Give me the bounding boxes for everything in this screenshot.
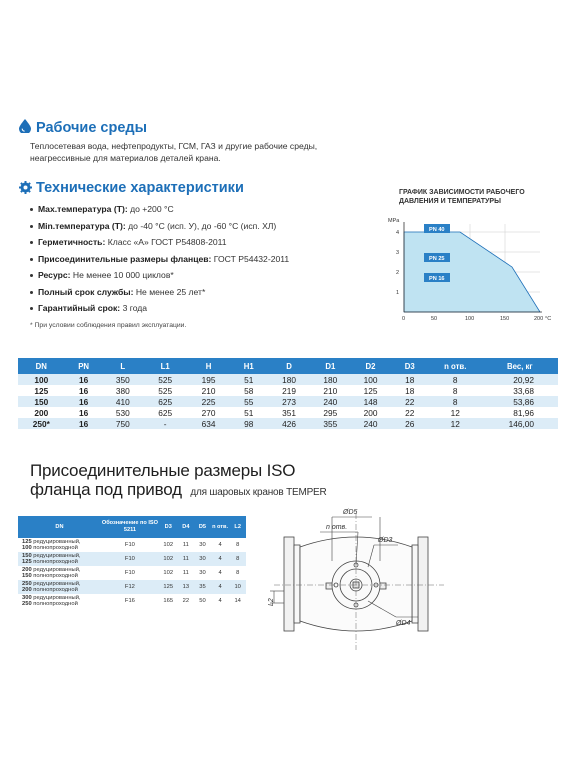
x-tick-0: 0: [402, 316, 406, 322]
y-tick-3: 3: [396, 250, 400, 256]
col-n-holes: n отв.: [429, 358, 482, 374]
iso-cell-d3: 165: [163, 598, 174, 604]
table-cell: 81,96: [513, 407, 534, 418]
table-cell: 16: [79, 407, 89, 418]
iso-cell-d4: 11: [182, 542, 189, 548]
iso-cell-iso: F10: [101, 552, 159, 566]
table-cell: 16: [79, 385, 89, 396]
table-cell: 195: [187, 374, 229, 385]
table-cell: 240: [350, 418, 390, 429]
iso-cell-d5: 30: [199, 570, 206, 576]
iso-cell-d3: 102: [163, 570, 174, 576]
table-cell: 355: [310, 418, 350, 429]
iso-cell-d4: 22: [182, 598, 190, 604]
table-cell: 219: [282, 385, 296, 396]
iso-col-d5: D5: [194, 516, 211, 538]
table-cell: 16: [65, 374, 103, 385]
dim-label-l2: L2: [268, 598, 275, 606]
dim-label-d3: ØD3: [378, 537, 393, 544]
table-cell: 634: [187, 418, 229, 429]
specs-title: Технические характеристики: [36, 180, 244, 196]
pn25-label: PN 25: [429, 256, 445, 262]
iso-cell-d5: 30: [194, 552, 211, 566]
table-cell: 18: [405, 385, 415, 396]
table-cell: 100: [18, 374, 65, 385]
spec-item-warranty: Гарантийный срок: 3 года: [30, 303, 147, 313]
dim-label-d4: ØD4: [396, 620, 411, 627]
col-d: D: [268, 358, 310, 374]
pn16-label: PN 16: [429, 276, 445, 282]
col-dn: DN: [18, 358, 65, 374]
gear-icon: [19, 181, 32, 194]
iso-cell-d4: 11: [178, 552, 195, 566]
col-l1: L1: [143, 358, 187, 374]
spec-item-service-life: Полный срок службы: Не менее 25 лет*: [30, 287, 205, 297]
table-cell: 125: [34, 385, 49, 396]
specs-footnote: * При условии соблюдения правил эксплуатации.: [30, 322, 187, 329]
col-d1: D1: [310, 358, 350, 374]
iso-cell-iso: F12: [101, 580, 159, 594]
table-cell: 295: [323, 407, 338, 418]
graph-title-line-2: ДАВЛЕНИЯ И ТЕМПЕРАТУРЫ: [399, 198, 501, 205]
iso-table: [18, 516, 246, 608]
iso-col-n: n отв.: [211, 516, 230, 538]
x-unit: °C: [545, 316, 552, 322]
iso-title-line-1: Присоединительные размеры ISO: [30, 461, 296, 480]
dimensions-table-header: [18, 358, 558, 374]
table-cell: 8: [429, 396, 482, 407]
y-tick-2: 2: [396, 270, 400, 276]
y-tick-4: 4: [396, 230, 400, 236]
media-text-line-1: Теплосетевая вода, нефтепродукты, ГСМ, ГАЗ и другие рабочие среды,: [30, 141, 318, 151]
x-tick-100: 100: [465, 316, 475, 322]
iso-cell-d5: 30: [199, 542, 206, 548]
table-cell: 55: [230, 396, 268, 407]
table-row: [18, 407, 558, 418]
table-cell: 51: [244, 407, 254, 418]
table-cell: 273: [268, 396, 310, 407]
iso-cell-n: 4: [211, 580, 230, 594]
table-cell: 240: [310, 396, 350, 407]
table-cell: 530: [115, 407, 130, 418]
table-cell: 33,68: [513, 385, 534, 396]
x-tick-150: 150: [500, 316, 510, 322]
iso-col-d3: D3: [159, 516, 178, 538]
pn40-label: PN 40: [429, 227, 445, 233]
iso-cell-d3: 125: [159, 580, 178, 594]
iso-cell-l2: 14: [234, 598, 241, 604]
table-cell: 426: [268, 418, 310, 429]
media-title: Рабочие среды: [36, 120, 147, 136]
iso-cell-d4: 11: [182, 570, 189, 576]
table-cell: 250*: [18, 418, 65, 429]
spec-item-max-temp: Max.температура (Т): до +200 °С: [30, 204, 174, 214]
table-cell: 12: [429, 418, 482, 429]
table-row: [18, 374, 558, 385]
iso-dn-cell: 200 редуцированный, 150 полнопроходной: [22, 566, 81, 579]
iso-cell-l2: 8: [236, 542, 240, 548]
iso-cell-n: 4: [218, 570, 222, 576]
table-cell: 16: [65, 396, 103, 407]
iso-col-dn: DN: [18, 516, 101, 538]
iso-cell-l2: 10: [229, 580, 246, 594]
water-drop-icon: [19, 119, 31, 133]
iso-title-line-2-text: фланца под привод: [30, 480, 182, 499]
iso-subtitle: для шаровых кранов TEMPER: [190, 487, 327, 498]
dim-label-n-holes: n отв.: [326, 524, 348, 531]
table-cell: 8: [452, 385, 458, 396]
table-cell: 146,00: [482, 418, 558, 429]
table-cell: 625: [158, 407, 173, 418]
x-tick-200: 200: [534, 316, 544, 322]
iso-dn-cell: 125 редуцированный, 100 полнопроходной: [22, 538, 81, 551]
iso-title-line-2: [30, 480, 327, 500]
table-cell: 525: [158, 385, 173, 396]
iso-cell-d5: 35: [194, 580, 211, 594]
iso-table-row: [18, 566, 246, 580]
iso-cell-n: 4: [218, 542, 222, 548]
table-cell: 8: [429, 374, 482, 385]
table-row: [18, 418, 558, 429]
col-h: H: [187, 358, 229, 374]
iso-heading: [30, 461, 327, 500]
iso-table-row: [18, 580, 246, 594]
iso-table-row: [18, 552, 246, 566]
col-d2: D2: [350, 358, 390, 374]
table-cell: 16: [65, 418, 103, 429]
table-row: [18, 396, 558, 407]
dimensions-table: [18, 358, 558, 429]
table-cell: 125: [363, 385, 378, 396]
table-cell: 53,86: [482, 396, 558, 407]
media-text-line-2: неагрессивные для материалов деталей крана.: [30, 153, 221, 163]
iso-cell-iso: F10: [124, 542, 135, 548]
col-weight: Вес, кг: [482, 358, 558, 374]
iso-col-l2: L2: [229, 516, 246, 538]
col-pn: PN: [65, 358, 103, 374]
table-cell: 20,92: [482, 374, 558, 385]
iso-cell-iso: F16: [124, 598, 135, 604]
table-cell: 225: [187, 396, 229, 407]
iso-cell-n: 4: [211, 552, 230, 566]
iso-cell-d4: 13: [178, 580, 195, 594]
table-cell: 410: [103, 396, 143, 407]
table-cell: -: [143, 418, 187, 429]
spec-item-flanges: Присоединительные размеры фланцев: ГОСТ Р54432-2011: [30, 254, 289, 264]
iso-dn-cell: 250 редуцированный, 200 полнопроходной: [18, 580, 101, 594]
table-cell: 58: [244, 385, 254, 396]
table-cell: 26: [391, 418, 429, 429]
x-tick-50: 50: [431, 316, 438, 322]
table-cell: 180: [268, 374, 310, 385]
table-cell: 210: [323, 385, 338, 396]
graph-title: [399, 188, 525, 206]
dim-label-d5: ØD5: [343, 509, 358, 516]
table-cell: 98: [230, 418, 268, 429]
iso-table-row: [18, 594, 246, 608]
spec-item-min-temp: Min.температура (Т): до -40 °С (исп. У), до -60 °С (исп. ХЛ): [30, 221, 276, 231]
iso-cell-d5: 50: [199, 598, 206, 604]
table-cell: 100: [350, 374, 390, 385]
table-cell: 22: [405, 407, 415, 418]
iso-dn-cell: 150 редуцированный, 125 полнопроходной: [18, 552, 101, 566]
table-cell: 200: [34, 407, 49, 418]
table-cell: 750: [103, 418, 143, 429]
table-cell: 351: [282, 407, 296, 418]
iso-cell-iso: F10: [124, 570, 135, 576]
table-cell: 12: [450, 407, 460, 418]
table-cell: 150: [18, 396, 65, 407]
table-cell: 270: [201, 407, 216, 418]
iso-cell-n: 4: [218, 598, 222, 604]
table-cell: 148: [350, 396, 390, 407]
graph-title-line-1: ГРАФИК ЗАВИСИМОСТИ РАБОЧЕГО: [399, 189, 525, 196]
col-h1: H1: [230, 358, 268, 374]
iso-dn-cell: 300 редуцированный, 250 полнопроходной: [22, 594, 81, 607]
table-cell: 22: [391, 396, 429, 407]
iso-col-designation: Обозначение по ISO 5211: [101, 516, 159, 538]
table-cell: 51: [230, 374, 268, 385]
iso-col-d4: D4: [178, 516, 195, 538]
y-unit: MPa: [388, 218, 400, 224]
iso-cell-l2: 8: [236, 570, 240, 576]
table-row: [18, 385, 558, 396]
media-text: [30, 140, 360, 164]
table-cell: 18: [391, 374, 429, 385]
table-cell: 350: [103, 374, 143, 385]
valve-flange-drawing: [268, 505, 458, 655]
col-d3: D3: [391, 358, 429, 374]
pressure-temperature-graph: [382, 212, 562, 327]
iso-cell-l2: 8: [229, 552, 246, 566]
table-cell: 625: [143, 396, 187, 407]
iso-cell-d3: 102: [159, 552, 178, 566]
table-cell: 200: [363, 407, 378, 418]
iso-cell-d3: 102: [163, 542, 174, 548]
iso-table-header: [18, 516, 246, 538]
spec-item-resource: Ресурс: Не менее 10 000 циклов*: [30, 270, 174, 280]
y-tick-1: 1: [396, 290, 400, 296]
iso-table-row: [18, 538, 246, 552]
table-cell: 525: [143, 374, 187, 385]
table-cell: 380: [115, 385, 130, 396]
col-l: L: [103, 358, 143, 374]
table-cell: 210: [201, 385, 216, 396]
spec-item-tightness: Герметичность: Класс «А» ГОСТ Р54808-2011: [30, 237, 227, 247]
table-cell: 180: [310, 374, 350, 385]
